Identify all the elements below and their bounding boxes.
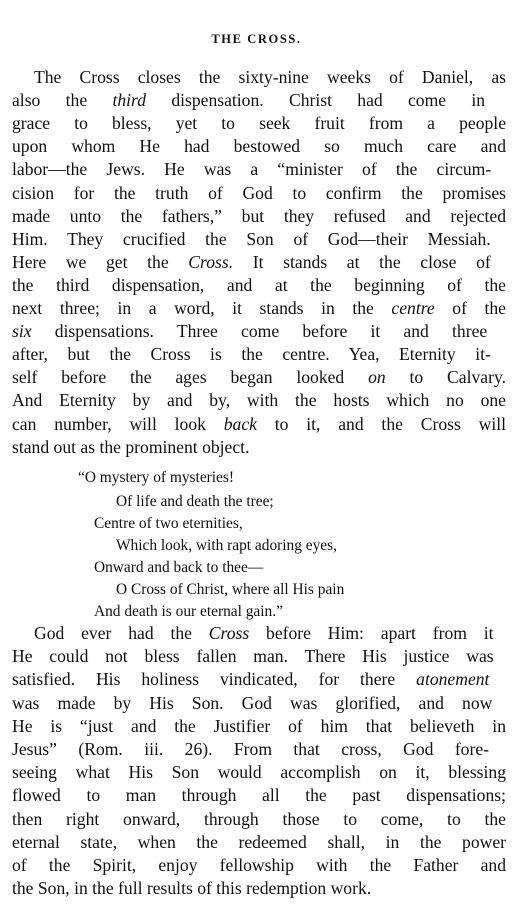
text-run: to it, and the Cross will <box>256 413 506 434</box>
text-line <box>12 808 506 831</box>
text-line <box>12 413 506 436</box>
text-line <box>12 738 489 761</box>
text-run: Which look, with rapt adoring eyes, <box>116 537 337 554</box>
text-run: the Son, in the full results of this redemption work. <box>12 878 372 899</box>
text-run: next three; in a word, it stands in the <box>12 298 392 318</box>
text-line <box>12 761 506 784</box>
text-run: He is “just and the Justifier of him that believeth in <box>12 715 506 736</box>
text-run: Here we get the <box>12 251 189 272</box>
text-run: upon whom He had bestowed so much care and <box>12 136 506 157</box>
text-run: dispensations. Three come before it and three <box>31 321 488 342</box>
text-run: Onward and back to thee— <box>94 559 264 576</box>
text-line <box>12 297 506 320</box>
text-run: satisfied. His holiness vindicated, for there <box>12 669 417 690</box>
text-line <box>12 182 506 205</box>
italic-run: Cross. <box>188 251 234 272</box>
text-run: of the <box>434 298 506 318</box>
text-run: self before the ages began looked <box>12 367 369 388</box>
text-line <box>12 831 506 854</box>
text-line <box>12 692 492 715</box>
page-title: THE CROSS. <box>211 32 302 46</box>
italic-run: third <box>112 90 147 111</box>
text-line <box>34 66 506 89</box>
italic-run: Cross <box>208 623 250 643</box>
text-line <box>12 645 494 668</box>
text-run: was made by His Son. God was glorified, and now <box>12 692 493 713</box>
text-line <box>116 490 274 513</box>
text-line <box>12 158 491 181</box>
italic-run: on <box>368 367 386 388</box>
text-run: cision for the truth of God to confirm the promises <box>12 182 506 203</box>
text-line <box>94 600 283 623</box>
italic-run: six <box>12 321 32 342</box>
text-line <box>94 512 243 535</box>
text-run: then right onward, through those to come, to the <box>12 808 506 829</box>
text-line <box>12 366 506 389</box>
text-run: flowed to man through all the past dispensations; <box>12 785 506 806</box>
text-line <box>34 622 494 645</box>
text-run: after, but the Cross is the centre. Yea, Eternity it- <box>12 344 491 365</box>
text-line <box>12 274 506 297</box>
text-run: of the Spirit, enjoy fellowship with the Father and <box>12 855 506 875</box>
text-run: And Eternity by and by, with the hosts which no one <box>12 390 506 411</box>
text-run: It stands at the close of <box>233 251 491 272</box>
text-line <box>12 854 506 877</box>
text-run: Centre of two eternities, <box>94 515 243 532</box>
text-run: Jesus” (Rom. iii. 26). From that cross, God fore- <box>12 739 490 759</box>
text-run: eternal state, when the redeemed shall, in the power <box>12 831 506 852</box>
text-line <box>12 784 506 807</box>
text-run: God ever had the <box>34 623 209 643</box>
text-run: made unto the fathers,” but they refused and rejected <box>12 205 506 226</box>
text-line <box>12 668 489 691</box>
text-line <box>12 251 491 274</box>
text-line <box>78 466 234 489</box>
text-run: seeing what His Son would accomplish on it, blessing <box>12 762 506 783</box>
text-run: And death is our eternal gain.” <box>94 603 283 620</box>
text-run: Of life and death the tree; <box>116 493 274 510</box>
italic-run: back <box>223 413 257 434</box>
text-line <box>12 877 371 900</box>
text-run: to Calvary. <box>385 367 507 388</box>
text-line <box>12 320 487 343</box>
text-line <box>12 135 506 158</box>
text-run: stand out as the prominent object. <box>12 436 250 457</box>
text-line <box>94 556 263 579</box>
text-run: can number, will look <box>12 413 224 434</box>
text-line <box>12 89 485 112</box>
text-run: dispensation. Christ had come in <box>146 90 486 111</box>
text-run: grace to bless, yet to seek fruit from a people <box>12 113 506 134</box>
text-run: before Him: apart from it <box>249 623 494 643</box>
text-line <box>116 534 337 557</box>
text-line <box>116 578 344 601</box>
text-run: Him. They crucified the Son of God—their Messiah. <box>12 228 491 249</box>
italic-run: atonement <box>416 669 490 690</box>
text-line <box>12 436 249 459</box>
text-line <box>12 205 506 228</box>
text-line <box>12 112 506 135</box>
text-run: labor—the Jews. He was a “minister of the circum- <box>12 159 492 180</box>
text-line <box>12 389 506 412</box>
text-line <box>12 228 491 251</box>
text-run: He could not bless fallen man. There His justice was <box>12 646 494 667</box>
text-run: also the <box>12 90 113 111</box>
text-line <box>12 715 506 738</box>
text-run: the third dispensation, and at the beginning of the <box>12 274 506 295</box>
text-line <box>12 343 491 366</box>
text-run: “O mystery of mysteries! <box>78 469 235 486</box>
text-run: O Cross of Christ, where all His pain <box>116 581 345 598</box>
italic-run: centre <box>391 298 435 318</box>
text-run: The Cross closes the sixty-nine weeks of Daniel, as <box>34 67 506 87</box>
